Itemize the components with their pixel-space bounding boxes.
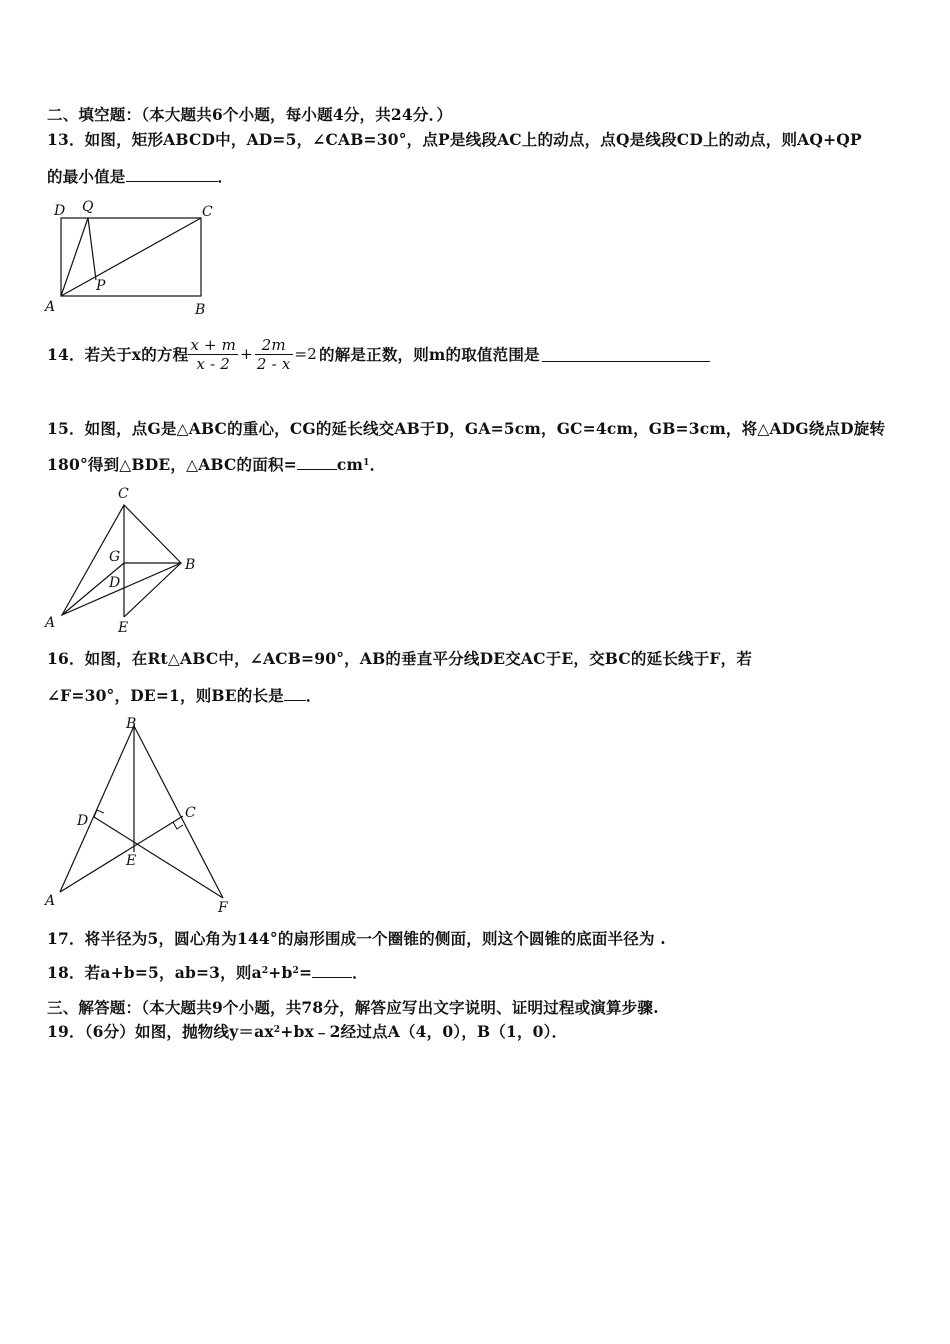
question-18-mid: +b: [268, 963, 293, 982]
question-18-suffix: ．: [352, 963, 368, 982]
figure-perpendicular-bisector: [40, 712, 240, 917]
label-b: B: [126, 716, 137, 732]
triangle-abc: [62, 505, 181, 615]
question-16-line2: [47, 684, 322, 706]
label-b: B: [195, 302, 206, 316]
label-a: A: [45, 615, 56, 631]
question-18-answer-blank[interactable]: [312, 963, 352, 978]
label-a: A: [45, 893, 56, 909]
plus-sign: +: [240, 345, 253, 363]
fraction-1-numerator: x + m: [190, 335, 237, 354]
label-d: D: [77, 813, 89, 829]
label-e: E: [126, 853, 137, 869]
question-15-line2: [47, 453, 385, 475]
question-14-prefix: 14．若关于x的方程: [47, 345, 189, 364]
fraction-2-numerator: 2m: [255, 336, 293, 355]
question-15-line1: 15．如图，点G是△ABC的重心，CG的延长线交AB于D，GA=5cm，GC=4cm，GB=3cm，将△ADG绕点D旋转: [47, 419, 886, 438]
question-13-line1: 13．如图，矩形ABCD中，AD=5，∠CAB=30°，点P是线段AC上的动点，点Q是线段CD上的动点，则AQ+QP: [47, 130, 862, 149]
label-e: E: [118, 620, 129, 635]
label-a: A: [45, 299, 56, 315]
label-f: F: [218, 900, 228, 916]
segment-ab: [60, 726, 137, 892]
question-19-sup: 2: [273, 1025, 281, 1035]
label-c: C: [118, 486, 129, 502]
question-17: 17．将半径为5，圆心角为144°的扇形围成一个圈锥的侧面，则这个圆锥的底面半径为 .: [47, 929, 666, 948]
diagonal-ac: [61, 218, 201, 296]
segment-qp: [88, 218, 96, 280]
question-15-answer-blank[interactable]: [297, 455, 337, 470]
question-16-suffix: ．: [305, 686, 322, 705]
question-18-sup2: 2: [292, 966, 299, 976]
fraction-2: [255, 336, 293, 373]
right-angle-mark-c: [173, 822, 183, 829]
segment-bf: [134, 726, 223, 898]
question-15-unit: cm: [336, 455, 364, 474]
segment-df: [94, 817, 223, 898]
label-b: B: [185, 557, 196, 573]
question-13-suffix: ．: [217, 167, 234, 186]
question-18-prefix: 18．若a+b=5，ab=3，则a: [47, 963, 262, 982]
label-d: D: [54, 203, 66, 219]
segment-eb: [124, 563, 181, 617]
question-18-eq: =: [298, 963, 313, 982]
label-c: C: [185, 805, 196, 821]
section-2-heading: 二、填空题：（本大题共6个小题，每小题4分，共24分．）: [47, 105, 453, 124]
question-13-answer-blank[interactable]: [126, 167, 218, 182]
fraction-1: [188, 336, 238, 373]
segment-aq: [61, 218, 88, 296]
question-14-answer-blank[interactable]: [542, 347, 710, 362]
question-19-suffix: +bx﹣2经过点A（4，0），B（1，0）．: [280, 1022, 568, 1041]
question-14-suffix: 的解是正数，则m的取值范围是: [319, 345, 540, 364]
label-q: Q: [82, 199, 94, 215]
fraction-2-denominator: 2 - x: [256, 354, 291, 373]
question-15-unit-sup: 1: [363, 458, 370, 468]
question-18-sup1: 2: [261, 966, 269, 976]
label-g: G: [109, 549, 121, 565]
equals-two: =2: [294, 345, 318, 363]
question-16-line1: 16．如图，在Rt△ABC中，∠ACB=90°，AB的垂直平分线DE交AC于E，交BC的延长线于F，若: [47, 649, 753, 668]
question-19-prefix: 19．（6分）如图，抛物线y＝ax: [47, 1022, 274, 1041]
question-14: [47, 332, 710, 376]
question-15-suffix: ．: [369, 455, 386, 474]
question-15-prefix: 180°得到△BDE，△ABC的面积=: [47, 455, 297, 474]
label-c: C: [202, 204, 213, 220]
question-13-line2: [47, 165, 233, 187]
label-p: P: [96, 278, 106, 294]
figure-triangle-centroid: [40, 483, 210, 635]
question-13-prefix: 的最小值是: [47, 167, 126, 186]
question-16-answer-blank[interactable]: [284, 686, 306, 701]
question-16-prefix: ∠F=30°，DE=1，则BE的长是: [47, 686, 284, 705]
figure-rectangle-abcd: [40, 196, 220, 316]
question-19: [47, 1020, 567, 1042]
label-d: D: [109, 575, 121, 591]
section-3-heading: 三、解答题：（本大题共9个小题，共78分，解答应写出文字说明、证明过程或演算步骤.: [47, 998, 659, 1017]
question-18: [47, 961, 368, 983]
fraction-1-denominator: x - 2: [196, 354, 231, 373]
